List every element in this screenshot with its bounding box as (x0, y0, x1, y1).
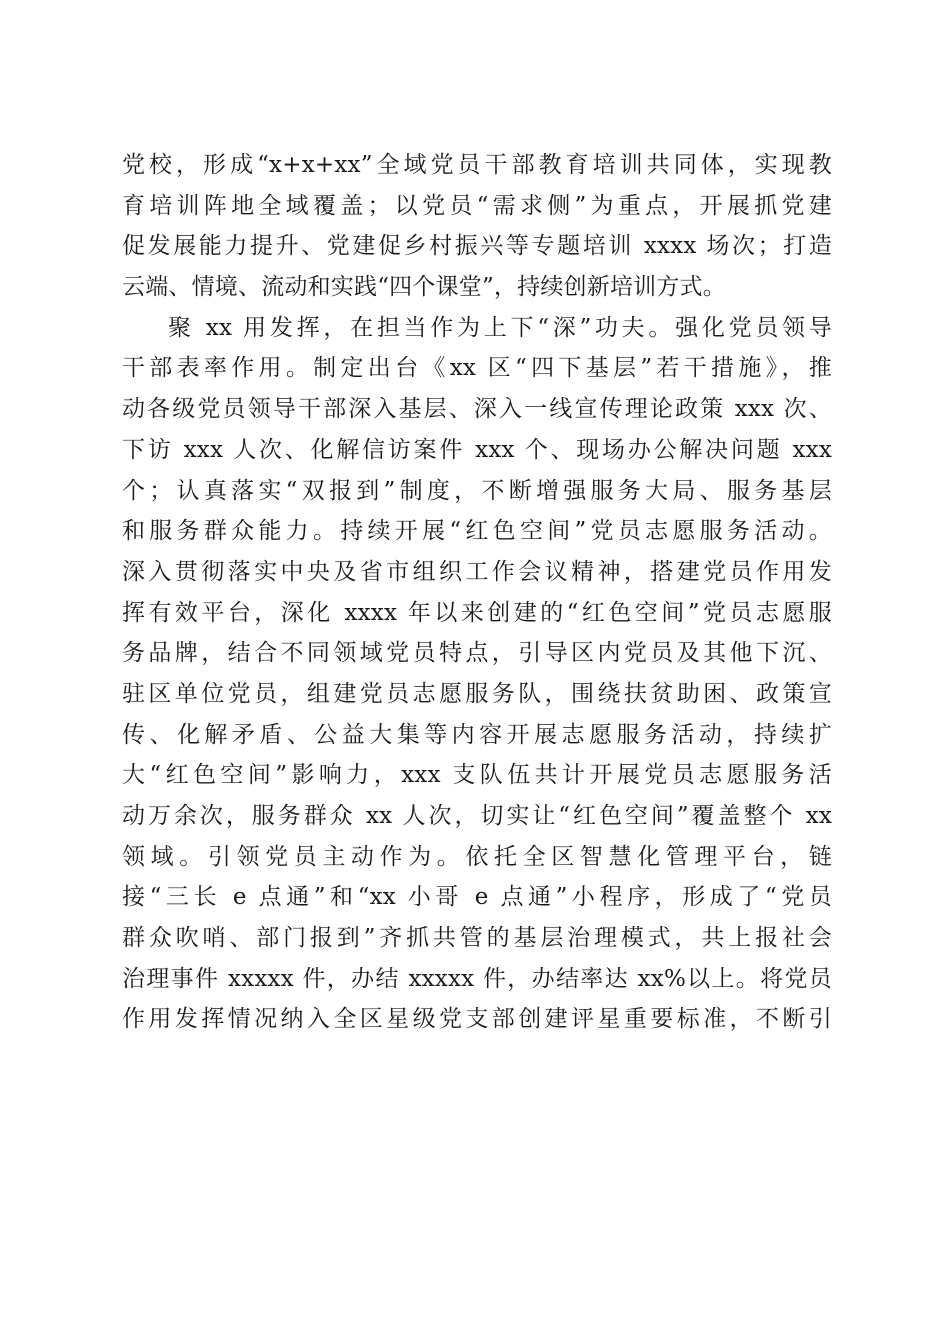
text-line: 干部表率作用。制定出台《xx 区“四下基层”若干措施》，推 (122, 355, 832, 382)
text-line: 领域。引领党员主动作为。依托全区智慧化管理平台，链 (122, 843, 832, 870)
text-line: 务品牌，结合不同领域党员特点，引导区内党员及其他下沉、 (122, 640, 832, 667)
text-line: 群众吹哨、部门报到”齐抓共管的基层治理模式，共上报社会 (122, 925, 832, 952)
text-line: 促发展能力提升、党建促乡村振兴等专题培训 xxxx 场次；打造 (122, 233, 832, 260)
text-line: 驻区单位党员，组建党员志愿服务队，围绕扶贫助困、政策宣 (122, 680, 832, 707)
text-line: 动万余次，服务群众 xx 人次，切实让“红色空间”覆盖整个 xx (122, 803, 832, 829)
text-line: 接“三长 e 点通”和“xx 小哥 e 点通”小程序，形成了“党员 (122, 884, 832, 911)
text-line: 动各级党员领导干部深入基层、深入一线宣传理论政策 xxx 次、 (122, 396, 832, 423)
text-line: 下访 xxx 人次、化解信访案件 xxx 个、现场办公解决问题 xxx (122, 436, 832, 463)
text-line: 党校，形成“x+x+xx”全域党员干部教育培训共同体，实现教 (122, 152, 832, 178)
text-line: 和服务群众能力。持续开展“红色空间”党员志愿服务活动。 (122, 518, 832, 545)
text-line: 育培训阵地全域覆盖；以党员“需求侧”为重点，开展抓党建 (122, 192, 832, 219)
text-line: 聚 xx 用发挥，在担当作为上下“深”功夫。强化党员领导 (168, 314, 832, 341)
text-line: 个；认真落实“双报到”制度，不断增强服务大局、服务基层 (122, 477, 832, 504)
text-line: 大“红色空间”影响力，xxx 支队伍共计开展党员志愿服务活 (122, 762, 832, 789)
text-line: 挥有效平台，深化 xxxx 年以来创建的“红色空间”党员志愿服 (122, 599, 832, 626)
text-line: 云端、情境、流动和实践“四个课堂”，持续创新培训方式。 (122, 274, 726, 301)
text-line: 深入贯彻落实中央及省市组织工作会议精神，搭建党员作用发 (122, 558, 832, 585)
body-text (122, 145, 832, 1040)
text-line: 传、化解矛盾、公益大集等内容开展志愿服务活动，持续扩 (122, 721, 832, 748)
text-line: 作用发挥情况纳入全区星级党支部创建评星重要标准，不断引 (122, 1006, 832, 1033)
text-line: 治理事件 xxxxx 件，办结 xxxxx 件，办结率达 xx%以上。将党员 (122, 965, 832, 992)
